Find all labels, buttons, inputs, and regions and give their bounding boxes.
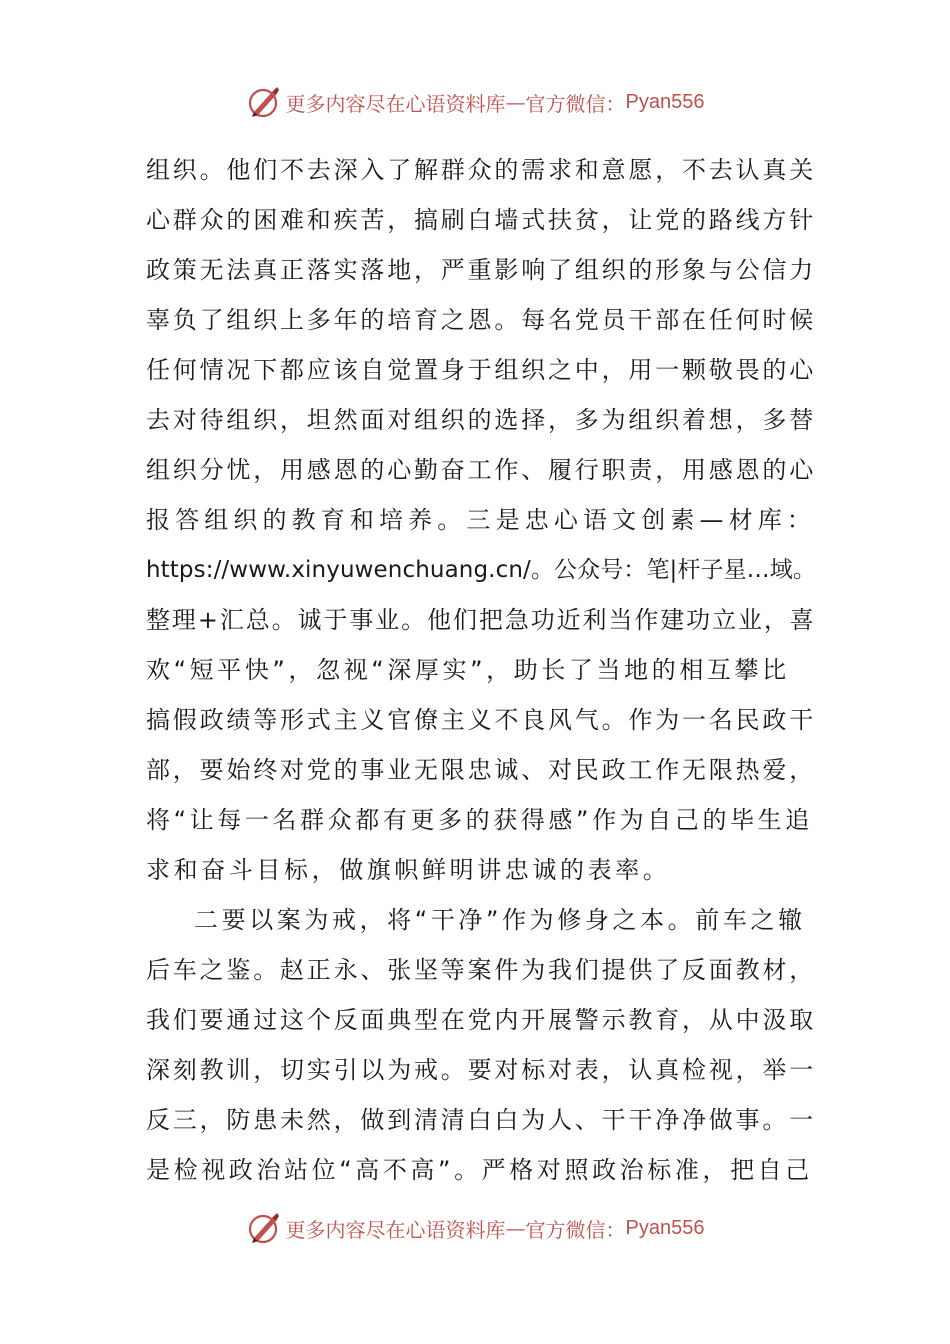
body-text (146, 145, 816, 1195)
header-site-text: 更多内容尽在心语资料库 (285, 91, 506, 116)
pen-logo-icon (246, 1210, 282, 1246)
text-line: 去对待组织，坦然面对组织的选择，多为组织着想，多替 (146, 406, 816, 434)
footer-banner (0, 1208, 950, 1248)
text-line: 整理+汇总。诚于事业。他们把急功近利当作建功立业，喜 (146, 606, 816, 634)
text-line-paragraph-start: 二要以案为戒，将“干净”作为修身之本。前车之辙 (194, 906, 806, 934)
text-line: 反三，防患未然，做到清清白白为人、干干净净做事。一 (146, 1106, 816, 1134)
footer-site-text: 更多内容尽在心语资料库 (285, 1217, 506, 1242)
text-line: 深刻教训，切实引以为戒。要对标对表，认真检视，举一 (146, 1056, 816, 1084)
text-line: 任何情况下都应该自觉置身于组织之中，用一颗敬畏的心 (146, 356, 816, 384)
footer-wechat-label: 官方微信： (525, 1217, 626, 1242)
text-line: 将“让每一名群众都有更多的获得感”作为自己的毕生追 (146, 806, 813, 834)
footer-separator: — (505, 1216, 526, 1240)
header-banner (0, 82, 950, 122)
header-wechat-label: 官方微信： (525, 91, 626, 116)
text-line: 后车之鉴。赵正永、张坚等案件为我们提供了反面教材， (146, 956, 816, 984)
header-wechat-id: Pyan556 (625, 90, 705, 113)
text-line: 是检视政治站位“高不高”。严格对照政治标准，把自己 (146, 1156, 813, 1184)
text-line: 我们要通过这个反面典型在党内开展警示教育，从中汲取 (146, 1006, 816, 1034)
text-line: 部，要始终对党的事业无限忠诚、对民政工作无限热爱， (146, 756, 816, 784)
text-line: 报答组织的教育和培养。三是忠心语文创素—材库： (146, 506, 816, 534)
text-line: 搞假政绩等形式主义官僚主义不良风气。作为一名民政干 (146, 706, 816, 734)
text-line: 政策无法真正落实落地，严重影响了组织的形象与公信力 (146, 256, 816, 284)
text-line: 求和奋斗目标，做旗帜鲜明讲忠诚的表率。 (146, 856, 671, 884)
header-separator: — (505, 90, 526, 114)
pen-logo-icon (246, 84, 282, 120)
text-line-url: https://www.xinyuwenchuang.cn/。公众号：笔|杆子星…域。 (146, 557, 816, 583)
text-line: 组织。他们不去深入了解群众的需求和意愿，不去认真关 (146, 156, 816, 184)
text-line: 辜负了组织上多年的培育之恩。每名党员干部在任何时候 (146, 306, 816, 334)
footer-wechat-id: Pyan556 (625, 1216, 705, 1239)
text-line: 欢“短平快”，忽视“深厚实”，助长了当地的相互攀比 (146, 656, 790, 684)
text-line: 组织分忧，用感恩的心勤奋工作、履行职责，用感恩的心 (146, 456, 816, 484)
text-line: 心群众的困难和疾苦，搞刷白墙式扶贫，让党的路线方针 (146, 206, 816, 234)
